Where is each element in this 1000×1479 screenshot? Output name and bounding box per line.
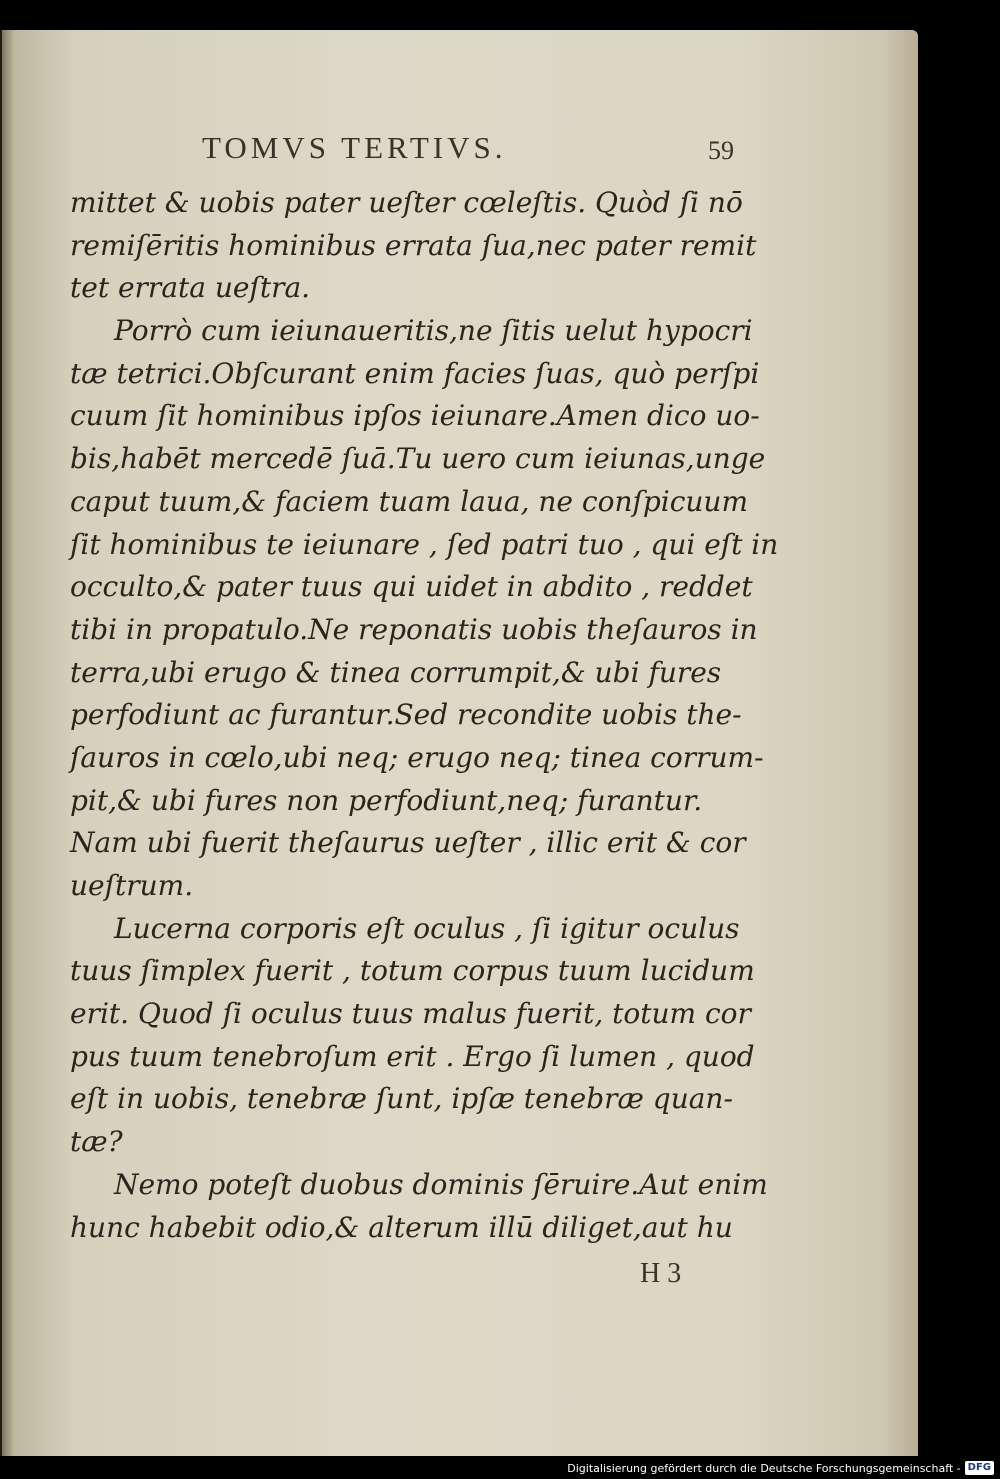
text-line: tuus ſimplex fuerit , totum corpus tuum lucidum bbox=[70, 954, 755, 988]
text-line: cuum ſit hominibus ipſos ieiunare.Amen dico uo- bbox=[70, 399, 760, 433]
text-line: terra,ubi erugo & tinea corrumpit,& ubi fures bbox=[70, 655, 722, 689]
dfg-logo: DFG bbox=[965, 1461, 994, 1475]
text-line: pus tuum tenebroſum erit . Ergo ſi lumen , quod bbox=[70, 1039, 755, 1073]
text-line: Lucerna corporis eſt oculus , ſi igitur oculus bbox=[114, 911, 740, 945]
signature-mark: H 3 bbox=[640, 1258, 682, 1289]
text-line: mittet & uobis pater ueſter cœleſtis. Quòd ſi nō bbox=[70, 186, 743, 219]
text-line: remiſēritis hominibus errata ſua,nec pater remit bbox=[70, 228, 757, 262]
text-line: ſauros in cœlo,ubi neq; erugo neq; tinea corrum- bbox=[70, 740, 764, 774]
text-line: tet errata ueſtra. bbox=[70, 271, 311, 305]
funding-note: Digitalisierung gefördert durch die Deutsche Forschungsgemeinschaft - bbox=[567, 1461, 961, 1475]
text-line: perfodiunt ac furantur.Sed recondite uobis the- bbox=[70, 698, 742, 732]
text-line: ſit hominibus te ieiunare , ſed patri tuo , qui eſt in bbox=[70, 527, 779, 561]
text-line: caput tuum,& faciem tuam laua, ne conſpicuum bbox=[70, 484, 749, 518]
footer bbox=[567, 1461, 994, 1475]
text-line: hunc habebit odio,& alterum illū diliget,aut hu bbox=[70, 1210, 733, 1244]
text-line: Nam ubi fuerit theſaurus ueſter , illic erit & cor bbox=[70, 826, 746, 860]
text-line: erit. Quod ſi oculus tuus malus fuerit, totum cor bbox=[70, 997, 751, 1031]
text-line: bis,habēt mercedē ſuā.Tu uero cum ieiunas,unge bbox=[70, 442, 766, 476]
text-line: occulto,& pater tuus qui uidet in abdito , reddet bbox=[70, 570, 753, 604]
text-line: pit,& ubi fures non perfodiunt,neq; furantur. bbox=[70, 783, 703, 817]
book-page bbox=[2, 30, 918, 1456]
text-line: eſt in uobis, tenebræ ſunt, ipſæ tenebræ quan- bbox=[70, 1082, 733, 1116]
running-head: TOMVS TERTIVS. bbox=[202, 130, 507, 165]
text-line: tibi in propatulo.Ne reponatis uobis theſauros in bbox=[70, 612, 758, 646]
text-line: tæ tetrici.Obſcurant enim facies ſuas, quò perſpi bbox=[70, 356, 760, 390]
text-line: Porrò cum ieiunaueritis,ne ſitis uelut hypocri bbox=[114, 314, 753, 348]
text-line: ueſtrum. bbox=[70, 869, 194, 902]
page-number: 59 bbox=[708, 136, 734, 165]
text-line: tæ? bbox=[70, 1125, 123, 1159]
text-block bbox=[70, 182, 779, 1249]
gutter-shadow bbox=[0, 30, 14, 1456]
text-line: Nemo poteſt duobus dominis ſēruire.Aut enim bbox=[114, 1167, 768, 1201]
